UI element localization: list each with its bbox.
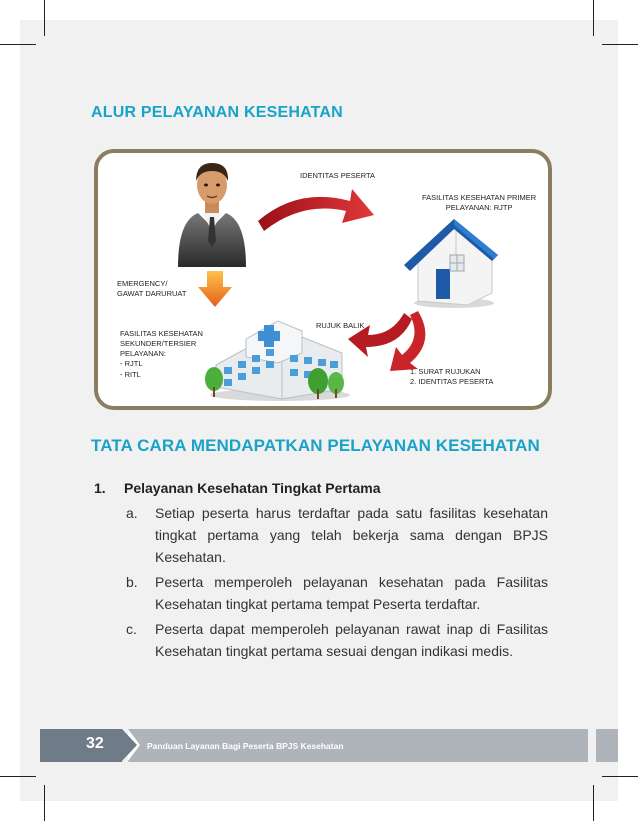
list-item-text: Peserta dapat memperoleh pelayanan rawat inap di Fasilitas Kesehatan tingkat pertama sesuai dengan indikasi medis. xyxy=(155,621,548,659)
list-item-letter: b. xyxy=(126,574,138,590)
procedure-title: Pelayanan Kesehatan Tingkat Pertama xyxy=(124,480,381,496)
identity-label: IDENTITAS PESERTA xyxy=(300,171,376,180)
crop-mark xyxy=(593,0,594,36)
section-title-procedure: TATA CARA MENDAPATKAN PELAYANAN KESEHATAN xyxy=(91,436,540,455)
crop-mark xyxy=(44,0,45,36)
page-background xyxy=(20,20,618,801)
section-title-flow: ALUR PELAYANAN KESEHATAN xyxy=(91,104,343,121)
list-item-text: Setiap peserta harus terdaftar pada satu fasilitas kesehatan tingkat pertama yang telah bekerja sama dengan BPJS Kesehatan. xyxy=(155,505,548,565)
emergency-line-1: EMERGENCY/ xyxy=(117,279,168,288)
list-item-letter: a. xyxy=(126,505,138,521)
crop-mark xyxy=(0,776,36,777)
primary-facility-label xyxy=(422,193,536,213)
emergency-label xyxy=(117,279,186,299)
list-item-text: Peserta memperoleh pelayanan kesehatan pada Fasilitas Kesehatan tingkat pertama tempat Peserta terdaftar. xyxy=(155,574,548,612)
house-icon xyxy=(396,215,500,309)
list-item-letter: c. xyxy=(126,621,137,637)
footer-end-block xyxy=(596,729,618,762)
footer-chevron xyxy=(122,729,137,761)
secondary-line: FASILITAS KESEHATAN xyxy=(120,329,203,338)
referral-docs-label xyxy=(410,367,493,387)
referral-docs-line: 2. IDENTITAS PESERTA xyxy=(410,377,494,387)
primary-facility-line-2: PELAYANAN: RJTP xyxy=(445,203,513,213)
emergency-line-2: GAWAT DARURUAT xyxy=(117,289,187,299)
service-flow-diagram xyxy=(94,149,552,410)
secondary-line: PELAYANAN: xyxy=(120,349,166,359)
procedure-number: 1. xyxy=(94,480,106,496)
secondary-facility-label xyxy=(120,329,203,380)
footer-title: Panduan Layanan Bagi Peserta BPJS Kesehatan xyxy=(147,741,344,751)
return-referral-label: RUJUK BALIK xyxy=(316,321,365,330)
referral-docs-line: 1. SURAT RUJUKAN xyxy=(410,367,481,376)
crop-mark xyxy=(593,785,594,821)
crop-mark xyxy=(44,785,45,821)
identity-arrow-icon xyxy=(258,177,374,233)
person-icon xyxy=(174,155,250,267)
primary-facility-line-1: FASILITAS KESEHATAN PRIMER xyxy=(422,193,537,202)
crop-mark xyxy=(0,44,36,45)
emergency-arrow-icon xyxy=(198,271,232,307)
page-number: 32 xyxy=(86,735,104,752)
crop-mark xyxy=(602,776,638,777)
crop-mark xyxy=(602,44,638,45)
secondary-line: SEKUNDER/TERSIER xyxy=(120,339,197,349)
footer-page-tab xyxy=(40,729,122,762)
secondary-line: - RJTL xyxy=(120,359,143,369)
secondary-line: - RITL xyxy=(120,369,141,379)
